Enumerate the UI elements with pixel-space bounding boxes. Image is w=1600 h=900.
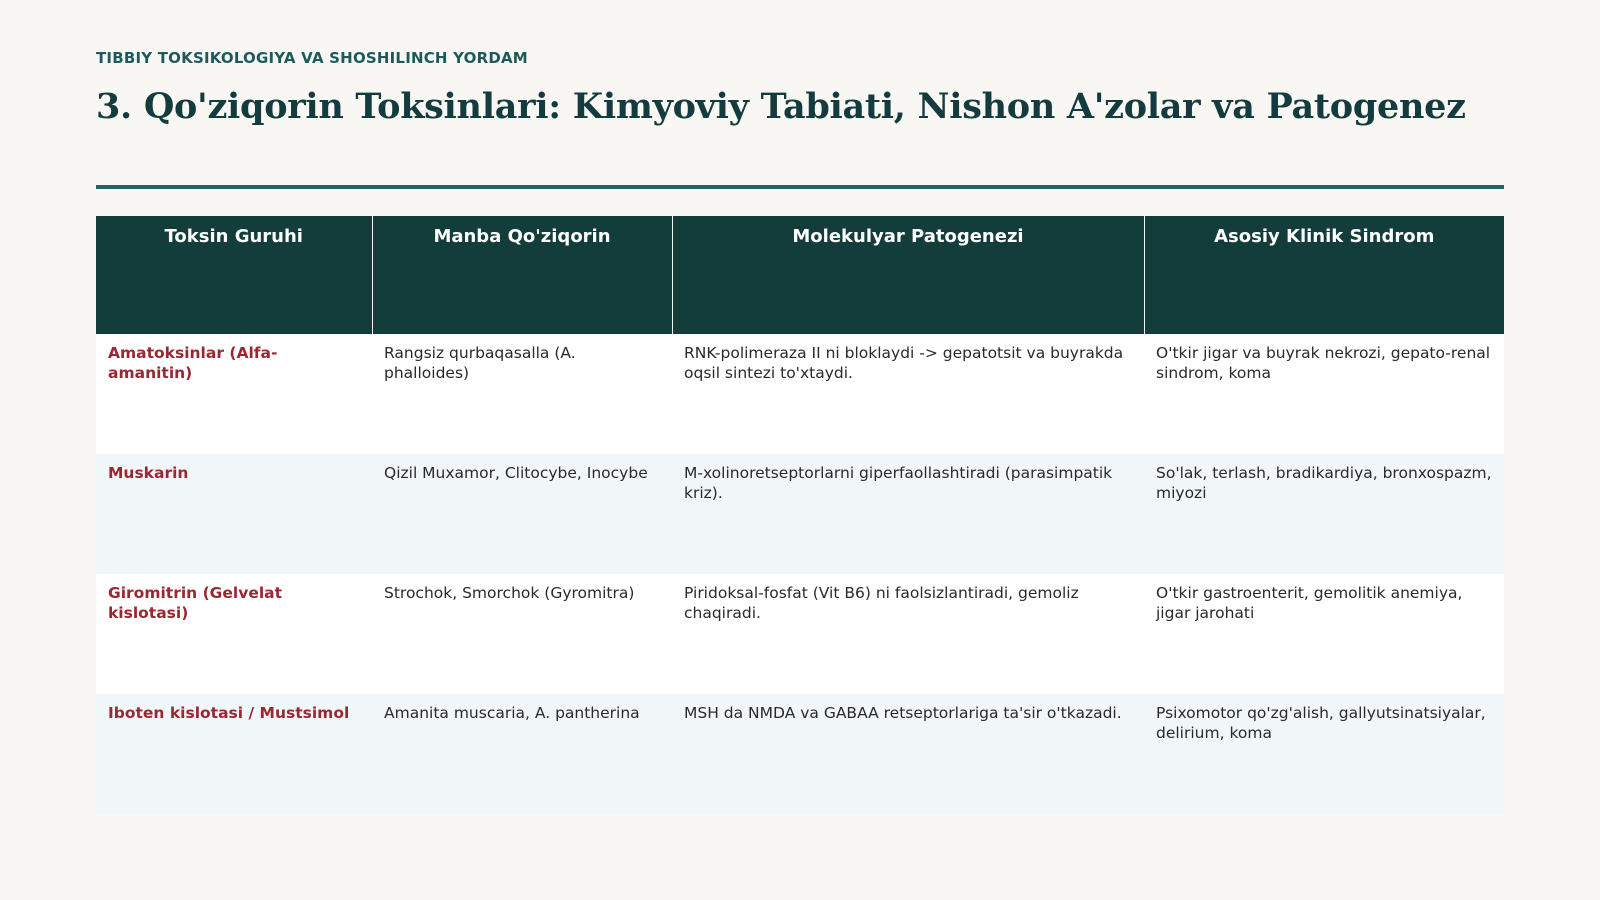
toxin-group-cell: Iboten kislotasi / Mustsimol (96, 694, 372, 814)
pathogenesis-cell: M-xolinoretseptorlarni giperfaollashtiradi (parasimpatik kriz). (672, 454, 1144, 574)
syndrome-cell: O'tkir jigar va buyrak nekrozi, gepato-renal sindrom, koma (1144, 334, 1504, 454)
page-title: 3. Qo'ziqorin Toksinlari: Kimyoviy Tabiati, Nishon A'zolar va Patogenez (96, 86, 1466, 127)
source-cell: Qizil Muxamor, Clitocybe, Inocybe (372, 454, 672, 574)
toxins-table (96, 216, 1504, 814)
column-header-source-mushroom: Manba Qo'ziqorin (372, 216, 672, 334)
pathogenesis-cell: Piridoksal-fosfat (Vit B6) ni faolsizlantiradi, gemoliz chaqiradi. (672, 574, 1144, 694)
syndrome-cell: O'tkir gastroenterit, gemolitik anemiya, jigar jarohati (1144, 574, 1504, 694)
table-row (96, 454, 1504, 574)
toxin-group-cell: Amatoksinlar (Alfa-amanitin) (96, 334, 372, 454)
slide (96, 0, 1504, 900)
table-row (96, 574, 1504, 694)
toxin-group-cell: Giromitrin (Gelvelat kislotasi) (96, 574, 372, 694)
title-divider (96, 185, 1504, 189)
source-cell: Amanita muscaria, A. pantherina (372, 694, 672, 814)
syndrome-cell: Psixomotor qo'zg'alish, gallyutsinatsiyalar, delirium, koma (1144, 694, 1504, 814)
column-header-molecular-pathogenesis: Molekulyar Patogenezi (672, 216, 1144, 334)
pathogenesis-cell: MSH da NMDA va GABAA retseptorlariga ta'sir o'tkazadi. (672, 694, 1144, 814)
syndrome-cell: So'lak, terlash, bradikardiya, bronxospazm, miyozi (1144, 454, 1504, 574)
section-kicker: TIBBIY TOKSIKOLOGIYA VA SHOSHILINCH YORDAM (96, 49, 528, 67)
pathogenesis-cell: RNK-polimeraza II ni bloklaydi -> gepatotsit va buyrakda oqsil sintezi to'xtaydi. (672, 334, 1144, 454)
toxin-group-cell: Muskarin (96, 454, 372, 574)
table-row (96, 334, 1504, 454)
column-header-clinical-syndrome: Asosiy Klinik Sindrom (1144, 216, 1504, 334)
column-header-toxin-group: Toksin Guruhi (96, 216, 372, 334)
table-header-row (96, 216, 1504, 334)
source-cell: Strochok, Smorchok (Gyromitra) (372, 574, 672, 694)
source-cell: Rangsiz qurbaqasalla (A. phalloides) (372, 334, 672, 454)
table-row (96, 694, 1504, 814)
